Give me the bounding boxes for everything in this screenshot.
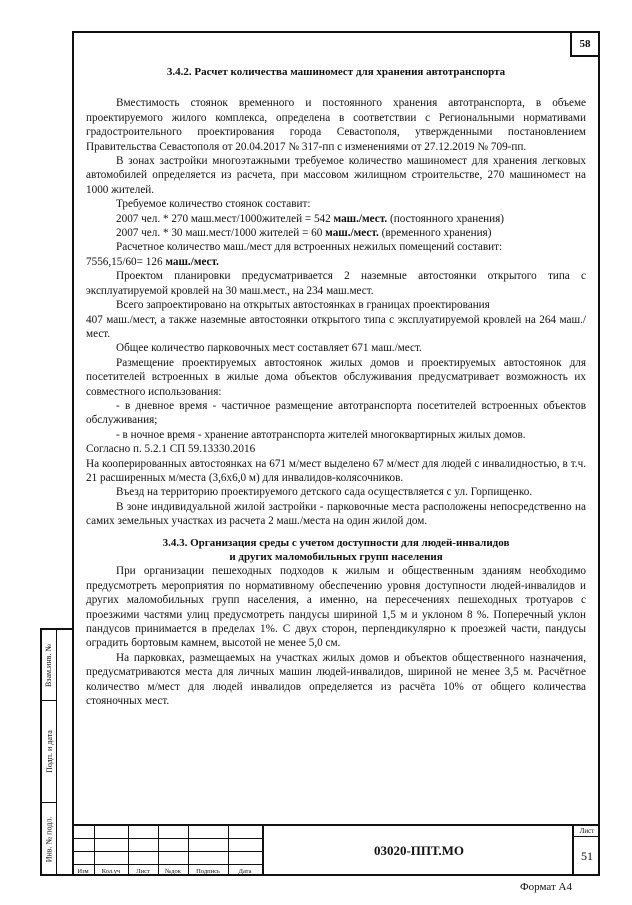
paragraph: Вместимость стоянок временного и постоянного хранения автотранспорта, в объеме проектируемого жилого комплекса, определена в соответствии с Региональными нормативами градостроительного проектирования города Севастополя, утвержденными постановлением Правительства Севастополя от 20.04.2017 № 317-пп с изменениями от 27.12.2019 № 709-пп.: [86, 97, 586, 153]
side-label-replace-inv: Взам.инв. №: [44, 643, 54, 687]
side-stamp-strip: [40, 628, 72, 876]
calc-line-temporary: 2007 чел. * 30 маш.мест/1000 жителей = 60 маш./мест. (временного хранения): [116, 227, 492, 240]
section-title-line: 3.4.3. Организация среды с учетом доступности для людей-инвалидов: [162, 536, 510, 549]
paragraph: 407 маш./мест, а также наземные автостоянки открытого типа с эксплуатируемой кровлей на 264 маш./мест.: [86, 313, 586, 340]
document-code: 03020-ППТ.МО: [262, 826, 574, 876]
paragraph: В зонах застройки многоэтажными требуемое количество машиномест для хранения легковых автомобилей определяется из расчета, при массовом жилищном строительстве, 270 машиномест на 1000 жителей.: [86, 155, 586, 196]
list-item: - в дневное время - частичное размещение автотранспорта посетителей встроенных объектов обслуживания;: [86, 399, 586, 427]
paragraph: В зоне индивидуальной жилой застройки - парковочные места расположены непосредственно на самих земельных участках из расчета 2 маш./места на один жилой дом.: [86, 500, 586, 528]
side-cell-replace-inv: [42, 630, 56, 701]
paragraph: Размещение проектируемых автостоянок жилых домов и проектируемых автостоянок для посетителей встроенных в жилые дома объектов обслуживания предусматривает возможность их совместного использования:: [86, 356, 586, 398]
section-title-line: и других маломобильных групп населения: [229, 551, 443, 563]
paragraph: Общее количество парковочных мест составляет 671 маш./мест.: [116, 342, 422, 355]
section-title-3-4-2: 3.4.2. Расчет количества машиномест для хранения автотранспорта: [166, 66, 506, 78]
col-label: Дата: [238, 868, 252, 875]
paragraph: На кооперированных автостоянках на 671 м/мест выделено 67 м/мест для людей с инвалидностью, в т.ч. 21 расширенных м/места (3,6х6,0 м) для инвалидов-колясочников.: [86, 457, 586, 484]
col-label: Изм: [77, 868, 89, 875]
page-number-top: 58: [570, 33, 598, 57]
col-label: Лист: [136, 868, 150, 875]
paragraph: На парковках, размещаемых на участках жилых домов и объектов общественного назначения, предусматриваются места для личных машин людей-инвалидов, шириной не менее 3,5 м. Расчётное количество м/мест для людей инвалидов определяется из расчёта 10% от общего количества стояночных мест.: [86, 651, 586, 708]
side-cell-sign-date: [42, 700, 56, 803]
side-label-inv-orig: Инв. № подл.: [44, 816, 54, 862]
col-label: №док: [165, 868, 181, 875]
calc-line-builtin: 7556,15/60= 126 маш./мест.: [86, 255, 219, 268]
paragraph: Въезд на территорию проектируемого детского сада осуществляется с ул. Горпищенко.: [116, 486, 533, 499]
side-label-sign-date: Подп. и дата: [44, 729, 54, 773]
paragraph: Требуемое количество стоянок составит:: [116, 198, 311, 211]
title-block: [72, 824, 600, 876]
sheet-number: 51: [581, 849, 593, 863]
sheet-box: [572, 826, 600, 876]
paragraph: Всего запроектировано на открытых автостоянках в границах проектирования: [116, 299, 490, 312]
col-label: Подпись: [196, 868, 220, 875]
side-divider: [56, 630, 57, 874]
norm-reference: Согласно п. 5.2.1 СП 59.13330.2016: [86, 443, 256, 456]
sheet-label: Лист: [574, 826, 600, 837]
paragraph: Проектом планировки предусматривается 2 наземные автостоянки открытого типа с эксплуатируемой кровлей на 30 маш.мест., на 234 маш.мест.: [86, 270, 586, 297]
paragraph: Расчетное количество маш./мест для встроенных нежилых помещений составит:: [116, 241, 503, 254]
format-label: Формат А4: [519, 881, 572, 893]
title-block-labels: [72, 865, 262, 876]
document-body: [86, 65, 586, 708]
calc-line-permanent: 2007 чел. * 270 маш.мест/1000жителей = 542 маш./мест. (постоянного хранения): [116, 212, 505, 225]
col-label: Кол.уч: [101, 868, 121, 875]
title-block-grid: [72, 826, 262, 876]
section-title-3-4-3: [86, 536, 586, 565]
side-cell-inv-orig: [42, 802, 56, 876]
list-item: - в ночное время - хранение автотранспорта жителей многоквартирных жилых домов.: [116, 428, 526, 441]
paragraph: При организации пешеходных подходов к жилым и общественным зданиям необходимо предусмотреть мероприятия по нормативному обеспечению уровня доступности людей-инвалидов и других маломобильных групп населения, а именно, на пересечениях пешеходных тротуаров с проезжими частями улиц предусмотреть пандусы шириной 1,5 м и уклоном 8 %. Поперечный уклон пандусов принимается в пределах 1%. С двух сторон, перпендикулярно к проезжей части, пандусы оградить бортовым камнем, высотой не менее 5,0 см.: [86, 565, 586, 650]
